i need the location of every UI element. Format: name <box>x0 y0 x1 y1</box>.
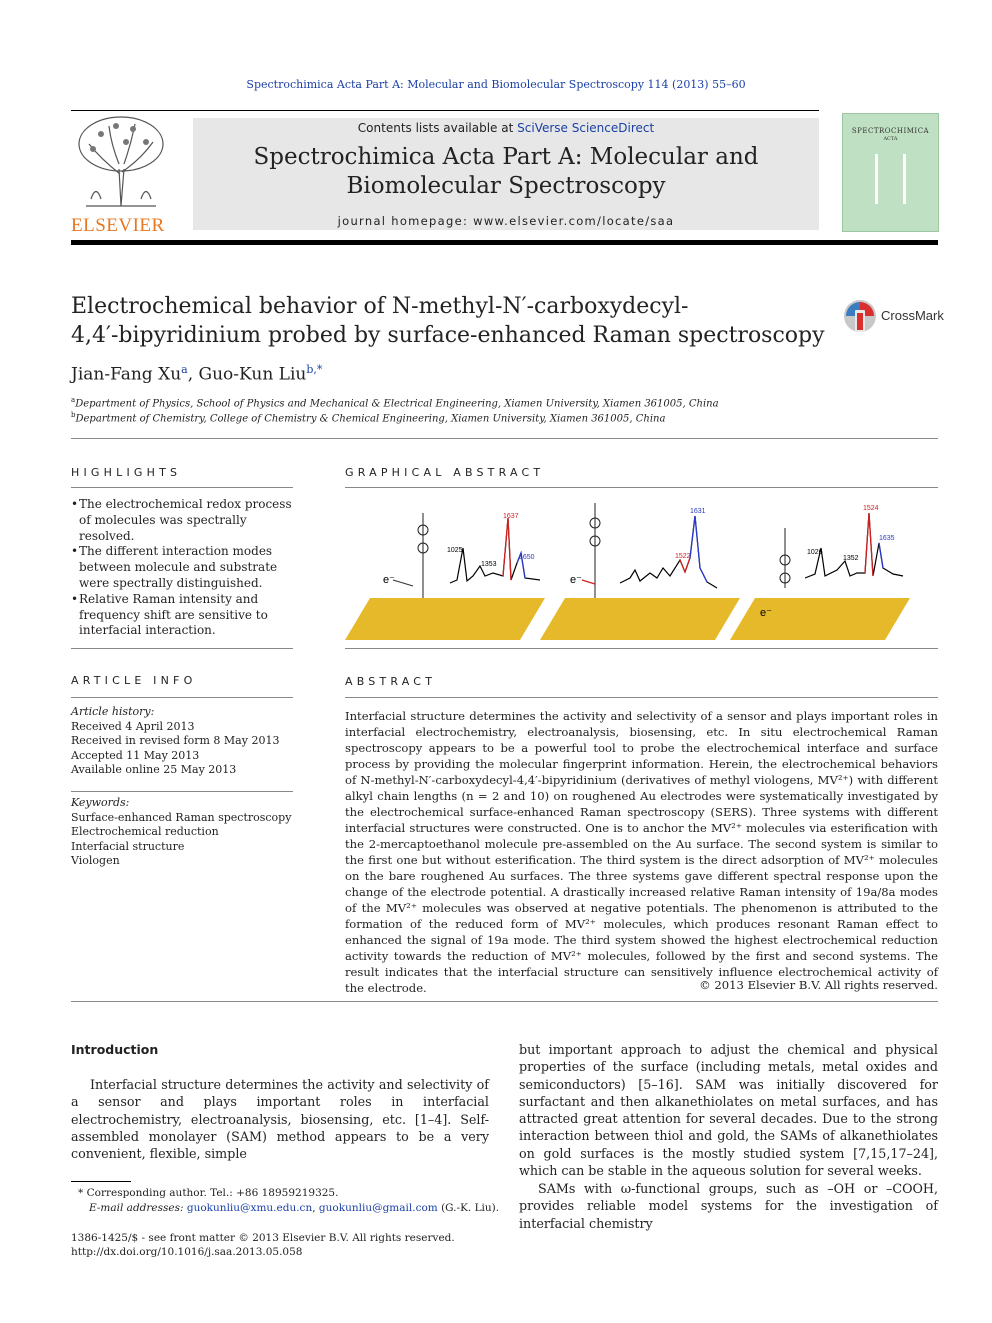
email-label: E-mail addresses: <box>89 1202 187 1214</box>
author-separator: , <box>187 364 199 385</box>
crossmark-label: CrossMark <box>881 308 944 323</box>
email-link[interactable]: guokunliu@gmail.com <box>318 1202 438 1214</box>
header-rule <box>71 110 819 111</box>
contents-prefix: Contents lists available at <box>357 121 518 135</box>
journal-title-line1: Spectrochimica Acta Part A: Molecular and <box>253 144 759 170</box>
highlight-item: • The different interaction modes between molecule and substrate were spectrally distinguished. <box>71 544 296 591</box>
elsevier-wordmark: ELSEVIER <box>71 215 165 236</box>
peak-label: 1353 <box>481 561 497 568</box>
article-info-rule <box>71 697 293 698</box>
history-label: Article history: <box>71 705 155 718</box>
highlights-rule <box>71 487 293 488</box>
journal-citation[interactable]: Spectrochimica Acta Part A: Molecular and Biomolecular Spectroscopy 114 (2013) 55–60 <box>246 78 746 91</box>
corresponding-author-note: * Corresponding author. Tel.: +86 18959219325. <box>78 1187 339 1199</box>
cover-subtitle: ACTA <box>883 136 898 142</box>
intro-right-paragraph: but important approach to adjust the chemical and physical properties of the surface (including metals, metal oxides and semiconductors) [5–16]. SAM was initially discovered for surfactant and then alkanethiolates on metal surfaces, and has attracted great attention for several decades. Due to the strong interaction between thiol and gold, the SAMs of alkanethiolates on gold surfaces is the mostly studied system [7,15,17–24], which can be stable in the aqueous solution for several weeks. <box>519 1042 938 1179</box>
article-title-line1: Electrochemical behavior of N-methyl-N′-carboxydecyl- <box>71 294 689 319</box>
issn-note: 1386-1425/$ - see front matter © 2013 Elsevier B.V. All rights reserved. <box>71 1232 455 1244</box>
peak-label: 1352 <box>843 555 859 562</box>
peak-label: 1650 <box>519 554 535 561</box>
peak-label: 1635 <box>879 535 895 542</box>
author-list <box>71 363 322 385</box>
affiliation-a <box>71 396 891 409</box>
affiliation-marker: a <box>71 396 76 404</box>
peak-label: 1524 <box>863 505 879 512</box>
peak-label: 1522 <box>675 553 691 560</box>
electron-label: e⁻ <box>760 607 772 619</box>
highlight-item: • Relative Raman intensity and frequency shift are sensitive to interfacial interaction. <box>71 592 296 639</box>
keyword-item: Electrochemical reduction <box>71 825 219 838</box>
intro-left-paragraph: Interfacial structure determines the activity and selectivity of a sensor and plays important roles in interfacial electrochemistry, electroanalysis, biosensing, etc. [1–4]. Self-assembled monolayer (SAM) method appears to be a very convenient, flexible, simple <box>71 1077 489 1162</box>
elsevier-tree-icon <box>71 114 171 212</box>
gold-substrate <box>730 598 910 640</box>
electron-label: e⁻ <box>570 574 582 586</box>
email-link[interactable]: guokunliu@xmu.edu.cn <box>186 1202 313 1214</box>
affiliation-text: Department of Physics, School of Physics and Mechanical & Electrical Engineering, Xiamen University, Xiamen 361005, China <box>75 398 719 410</box>
affiliation-b <box>71 411 891 424</box>
keyword-item: Surface-enhanced Raman spectroscopy <box>71 810 292 824</box>
highlight-item: • The electrochemical redox process of molecules was spectrally resolved. <box>71 497 296 544</box>
journal-homepage[interactable]: journal homepage: www.elsevier.com/locate/saa <box>337 214 675 228</box>
header-thick-rule <box>71 240 938 245</box>
email-suffix: (G.-K. Liu). <box>437 1202 500 1214</box>
peak-label: 1631 <box>690 508 706 515</box>
cover-stripe <box>903 154 906 204</box>
keyword-item: Interfacial structure <box>71 839 185 853</box>
article-title-line2: 4,4′-bipyridinium probed by surface-enhanced Raman spectroscopy <box>71 323 825 348</box>
article-title <box>71 292 831 350</box>
graphical-abstract-image <box>345 488 938 643</box>
highlights-list <box>71 497 296 639</box>
author-affiliation-marker[interactable]: a <box>181 363 188 376</box>
crossmark-badge[interactable] <box>843 298 953 334</box>
history-accepted: Accepted 11 May 2013 <box>71 748 200 762</box>
section-divider <box>345 648 938 649</box>
gold-substrate <box>540 598 740 640</box>
cover-stripe <box>875 154 878 204</box>
history-revised: Received in revised form 8 May 2013 <box>71 734 280 747</box>
article-info-heading: ARTICLE INFO <box>71 674 197 687</box>
section-divider <box>71 648 293 649</box>
peak-label: 1026 <box>807 549 823 556</box>
email-note <box>89 1201 499 1216</box>
cover-title: SPECTROCHIMICA <box>851 127 930 135</box>
footnote-rule <box>71 1181 131 1182</box>
author-affiliation-marker[interactable]: b,* <box>306 363 323 376</box>
article-history <box>71 705 279 778</box>
electron-label: e⁻ <box>383 574 395 586</box>
section-divider <box>71 1001 938 1002</box>
abstract-heading: ABSTRACT <box>345 675 437 688</box>
keyword-item: Viologen <box>71 854 120 867</box>
author-name: Jian-Fang Xu <box>71 364 182 385</box>
gold-substrate <box>345 598 545 640</box>
keywords-block <box>71 796 291 869</box>
elsevier-logo <box>71 114 171 236</box>
history-received: Received 4 April 2013 <box>71 719 195 733</box>
contents-line <box>193 121 819 135</box>
abstract-rule <box>345 697 938 698</box>
affiliation-marker: b <box>71 411 76 419</box>
author-name: Guo-Kun Liu <box>198 364 307 385</box>
intro-right-paragraph: SAMs with ω-functional groups, such as –OH or –COOH, provides reliable model systems for the investigation of interfacial chemistry <box>519 1181 938 1231</box>
email-separator: , <box>312 1202 319 1214</box>
keywords-label: Keywords: <box>71 796 130 809</box>
journal-cover <box>842 113 939 232</box>
journal-title-line2: Biomolecular Spectroscopy <box>346 173 666 199</box>
sciencedirect-link[interactable]: SciVerse ScienceDirect <box>517 121 655 135</box>
peak-label: 1025 <box>447 547 463 554</box>
history-online: Available online 25 May 2013 <box>71 763 237 776</box>
doi-link[interactable]: http://dx.doi.org/10.1016/j.saa.2013.05.058 <box>71 1246 303 1258</box>
graphical-abstract-figure <box>345 488 938 643</box>
article-info-rule <box>71 791 293 792</box>
introduction-heading: Introduction <box>71 1042 159 1057</box>
journal-title <box>193 143 819 201</box>
peak-label: 1637 <box>503 513 519 520</box>
highlights-heading: HIGHLIGHTS <box>71 466 182 479</box>
crossmark-icon <box>843 298 877 334</box>
section-divider <box>71 438 938 439</box>
abstract-copyright: © 2013 Elsevier B.V. All rights reserved. <box>699 978 938 992</box>
graphical-abstract-heading: GRAPHICAL ABSTRACT <box>345 466 545 479</box>
abstract-text: Interfacial structure determines the activity and selectivity of a sensor and plays important roles in interfacial electrochemistry, electroanalysis, biosensing, etc. In situ electrochemical Raman spectroscopy appears to be a powerful tool to probe the electrochemical interface and surface process by providing the molecular fingerprint information. Herein, the electrochemical behaviors of N-methyl-N′-carboxydecyl-4,4′-bipyridinium (derivatives of methyl viologens, MV²⁺) with different alkyl chain lengths (n = 2 and 10) on roughened Au electrodes were systematically investigated by the electrochemical surface-enhanced Raman spectroscopy (SERS). Three systems with different interfacial structures were constructed. One is to anchor the MV²⁺ molecules via esterification with the 2-mercaptoethanol molecule pre-assembled on the Au surface. The second system is similar to the first one but without esterification. The third system is the direct adsorption of MV²⁺ molecules on the bare roughened Au surfaces. The three systems gave different spectral response upon the change of the electrode potential. A drastically increased relative Raman intensity of 19a/8a modes of the MV²⁺ molecules was observed at negative potentials. The phenomenon is attributed to the formation of the reduced form of MV²⁺ molecules, which produces resonant Raman effect to enhanced the signal of 19a mode. The third system showed the highest electrochemical reduction activity towards the reduction of MV²⁺ molecules, followed by the first and second systems. The result indicates that the interfacial structure can sensitively influence electrochemical activity of the electrode. <box>345 709 938 995</box>
affiliation-text: Department of Chemistry, College of Chemistry & Chemical Engineering, Xiamen University, Xiamen 361005, China <box>75 413 666 425</box>
